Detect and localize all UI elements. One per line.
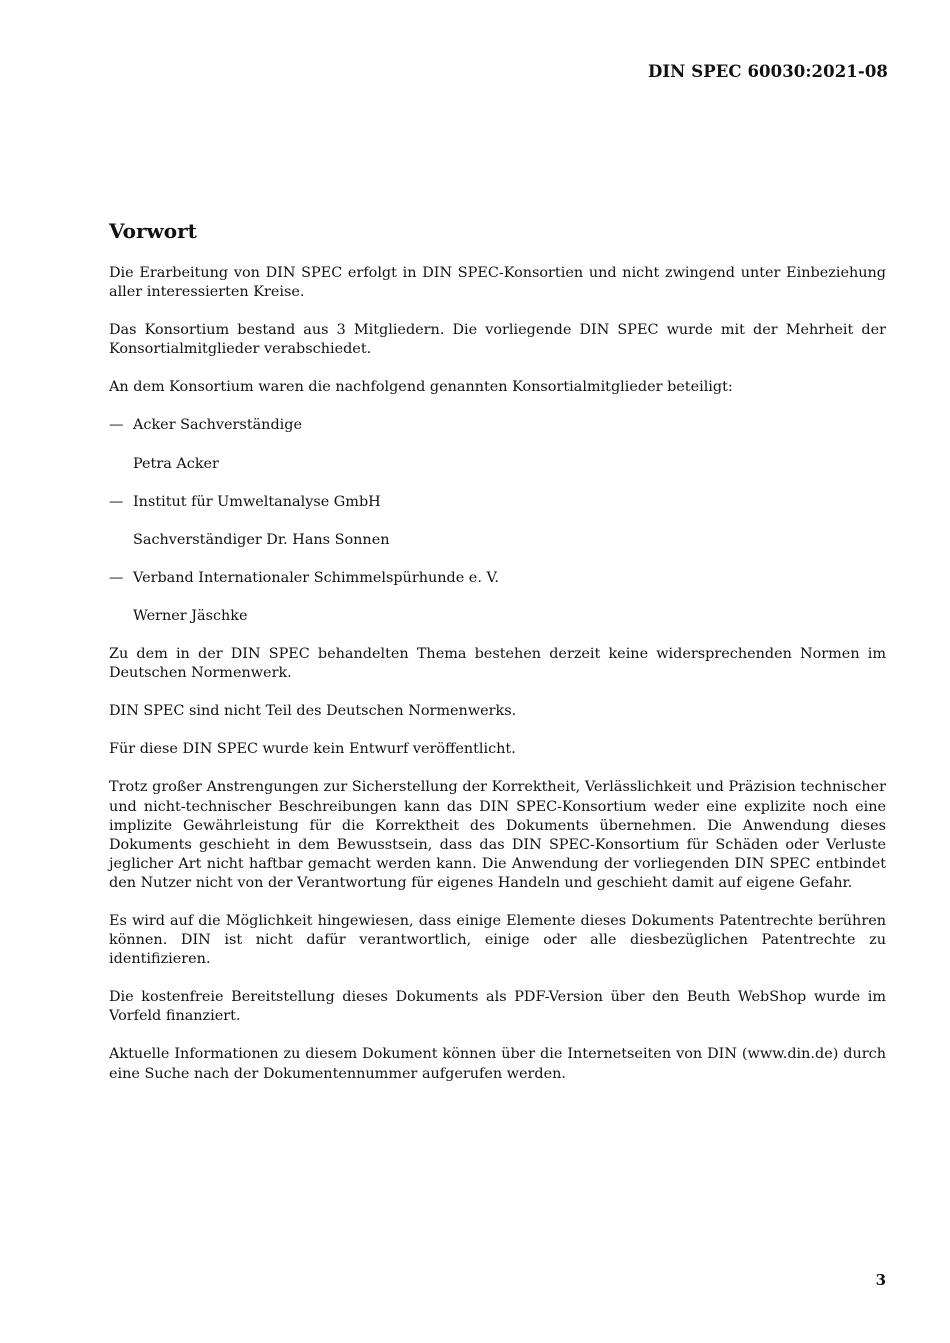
dash-bullet: — bbox=[109, 569, 124, 586]
paragraph: Für diese DIN SPEC wurde kein Entwurf veröffentlicht. bbox=[109, 741, 516, 758]
member-organization: Institut für Umweltanalyse GmbH bbox=[133, 493, 381, 510]
paragraph: Trotz großer Anstrengungen zur Sicherstellung der Korrektheit, Verlässlichkeit und Präzision technischer und nicht-technischer Beschreibungen kann das DIN SPEC-Konsortium weder eine explizite noch eine implizite Gewährleistung für die Korrektheit des Dokuments übernehmen. Die Anwendung dieses Dokuments geschieht in dem Bewusstsein, dass das DIN SPEC-Konsortium für Schäden oder Verluste jeglicher Art nicht haftbar gemacht werden kann. Die Anwendung der vorliegenden DIN SPEC entbindet den Nutzer nicht von der Verantwortung für eigenes Handeln und geschieht damit auf eigene Gefahr. bbox=[109, 779, 886, 891]
member-organization: Verband Internationaler Schimmelspürhunde e. V. bbox=[133, 569, 499, 586]
paragraph: Die Erarbeitung von DIN SPEC erfolgt in DIN SPEC-Konsortien und nicht zwingend unter Einbeziehung aller interessierten Kreise. bbox=[109, 265, 886, 301]
paragraph: Das Konsortium bestand aus 3 Mitgliedern. Die vorliegende DIN SPEC wurde mit der Mehrheit der Konsortialmitglieder verabschiedet. bbox=[109, 322, 886, 358]
document-id: DIN SPEC 60030:2021-08 bbox=[647, 62, 888, 81]
paragraph: Zu dem in der DIN SPEC behandelten Thema bestehen derzeit keine widersprechenden Normen im Deutschen Normenwerk. bbox=[109, 646, 886, 682]
member-person: Sachverständiger Dr. Hans Sonnen bbox=[133, 531, 390, 548]
paragraph: Die kostenfreie Bereitstellung dieses Dokuments als PDF-Version über den Beuth WebShop wurde im Vorfeld finanziert. bbox=[109, 989, 886, 1025]
member-organization: Acker Sachverständige bbox=[133, 417, 302, 434]
dash-bullet: — bbox=[109, 493, 124, 510]
member-list-item bbox=[109, 493, 886, 512]
section-title: Vorwort bbox=[109, 219, 197, 243]
dash-bullet: — bbox=[109, 417, 124, 434]
member-list-item bbox=[109, 569, 886, 588]
paragraph: An dem Konsortium waren die nachfolgend genannten Konsortialmitglieder beteiligt: bbox=[109, 379, 733, 396]
paragraph: Aktuelle Informationen zu diesem Dokument können über die Internetseiten von DIN (www.din.de) durch eine Suche nach der Dokumentennummer aufgerufen werden. bbox=[109, 1046, 886, 1082]
document-body bbox=[109, 219, 886, 1103]
paragraph: DIN SPEC sind nicht Teil des Deutschen Normenwerks. bbox=[109, 703, 517, 720]
paragraph: Es wird auf die Möglichkeit hingewiesen, dass einige Elemente dieses Dokuments Patentrechte berühren können. DIN ist nicht dafür verantwortlich, einige oder alle diesbezüglichen Patentrechte zu identifizieren. bbox=[109, 912, 886, 968]
member-person: Werner Jäschke bbox=[133, 607, 248, 624]
page-number: 3 bbox=[875, 1271, 886, 1289]
member-list-item bbox=[109, 416, 886, 435]
member-person: Petra Acker bbox=[133, 455, 219, 472]
